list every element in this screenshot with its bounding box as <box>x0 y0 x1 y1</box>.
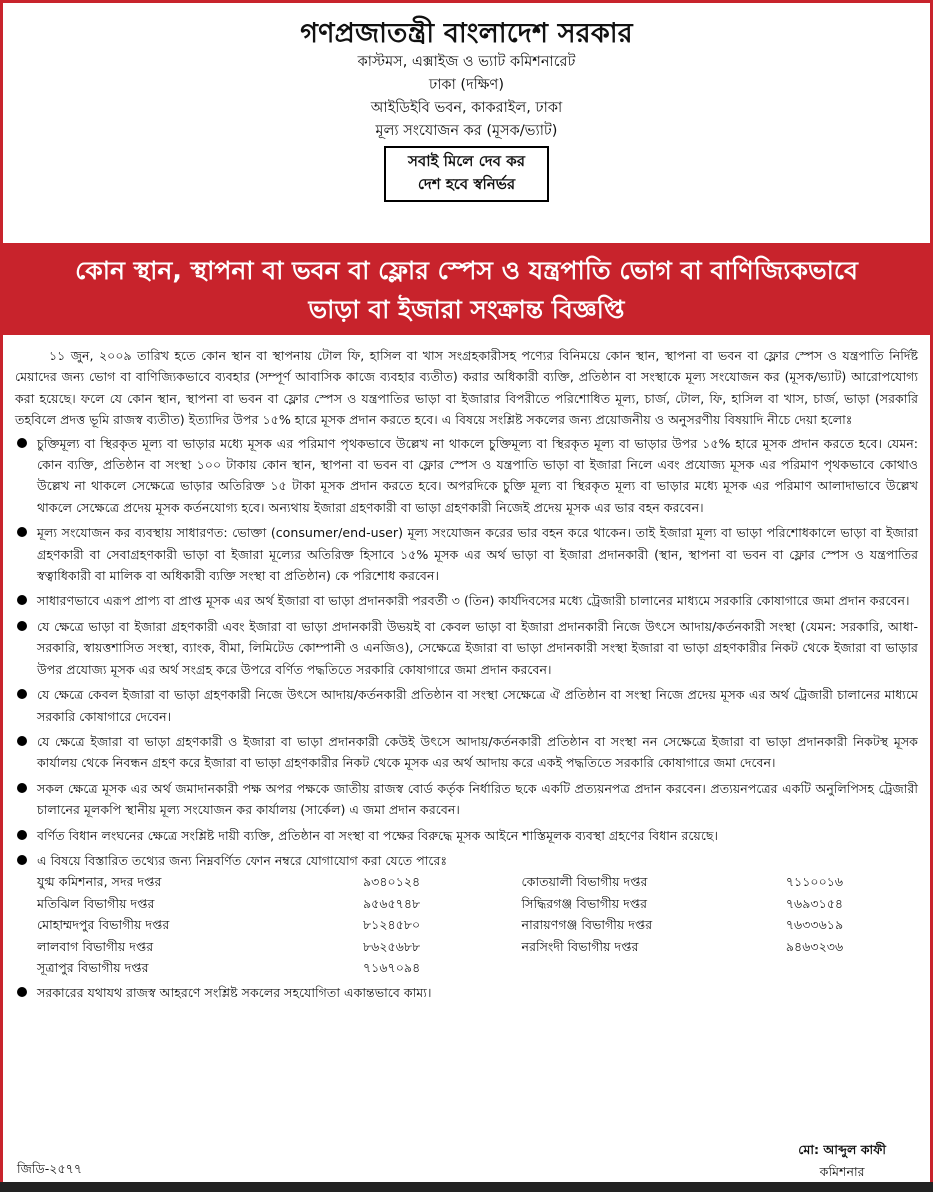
office-name: সূত্রাপুর বিভাগীয় দপ্তর <box>37 959 149 975</box>
bullet-icon <box>17 830 27 840</box>
notice-title-banner <box>0 243 933 335</box>
table-row <box>37 871 918 892</box>
list-item-text: চুক্তিমূল্য বা স্থিরকৃত মূল্য বা ভাড়ার মধ্যে মূসক এর পরিমাণ পৃথকভাবে উল্লেখ না থাকলে চুক্তিমূল্য বা স্থিরকৃত মূল্য বা ভাড়ার উপর ১৫% হারে মূসক প্রদান করতে হবে। যেমন: কোন ব্যক্তি, প্রতিষ্ঠান বা সংস্থা ১০০ টাকায় কোন স্থান, স্থাপনা বা ভবন বা ফ্লোর স্পেস ও যন্ত্রপাতি ভাড়া বা ইজারা নিলে এবং প্রযোজ্য মূসক এর পরিমাণ পৃথকভাবে কোথাও উল্লেখ না থাকলে সেক্ষেত্রে ভাড়ার অতিরিক্ত ১৫ টাকা মূসক প্রদান করতে হবে। অপরদিকে চুক্তি মূল্য বা স্থিরকৃত মূল্য বা ভাড়ার মধ্যে মূসক এর পরিমাণ আলাদাভাবে উল্লেখ থাকলে সেক্ষেত্রে প্রদেয় মূসক কর্তনযোগ্য হবে। অন্যথায় ইজারা গ্রহণকারী বা ভাড়া গ্রহণকারী নিজেই প্রদেয় মূসক এর ভার বহন করবেন। <box>37 435 918 515</box>
region-line: ঢাকা (দক্ষিণ) <box>429 76 504 93</box>
list-item <box>15 590 918 611</box>
phone-number: ৭১১০০১৬ <box>785 874 844 890</box>
vat-line: মূল্য সংযোজন কর (মূসক/ভ্যাট) <box>375 123 558 140</box>
phone-number: ৮১২৪৫৮০ <box>362 917 421 933</box>
office-name: নরসিংদী বিভাগীয় দপ্তর <box>521 938 639 954</box>
list-item <box>15 616 918 680</box>
slogan-box <box>384 146 549 203</box>
office-name: মোহাম্মদপুর বিভাগীয় দপ্তর <box>37 917 170 933</box>
phone-number: ৯৩৪০১২৪ <box>362 874 421 890</box>
signer-title: কমিশনার <box>819 1164 865 1180</box>
list-item-text: এ বিষয়ে বিস্তারিত তথ্যের জন্য নিম্নবর্ণিত ফোন নম্বরে যোগাযোগ করা যেতে পারেঃ <box>37 852 448 868</box>
phone-number: ৯৪৬৩২৩৬ <box>785 938 844 954</box>
table-row <box>37 893 918 914</box>
office-name: লালবাগ বিভাগীয় দপ্তর <box>37 938 154 954</box>
phone-number: ৭৬৯৩১৫৪ <box>785 895 844 911</box>
phone-number <box>786 957 918 978</box>
list-item-text: বর্ণিত বিধান লংঘনের ক্ষেত্রে সংশ্লিষ্ট দায়ী ব্যক্তি, প্রতিষ্ঠান বা সংস্থা বা পক্ষের বিরুদ্ধে মূসক আইনে শাস্তিমূলক ব্যবস্থা গ্রহণের বিধান রয়েছে। <box>37 827 719 843</box>
closing-text: সরকারের যথাযথ রাজস্ব আহরণে সংশ্লিষ্ট সকলের সহযোগিতা একান্তভাবে কাম্য। <box>37 985 432 1001</box>
notice-body <box>15 345 918 1008</box>
table-row <box>37 914 918 935</box>
office-name: কোতয়ালী বিভাগীয় দপ্তর <box>521 874 648 890</box>
office-name: যুগ্ম কমিশনার, সদর দপ্তর <box>37 874 162 890</box>
phone-number: ৮৬২৫৬৮৮ <box>362 938 421 954</box>
banner-title-line-2: ভাড়া বা ইজারা সংক্রান্ত বিজ্ঞপ্তি <box>308 294 625 324</box>
signature-block <box>798 1139 886 1183</box>
commissionerate-line: কাস্টমস, এক্সাইজ ও ভ্যাট কমিশনারেট <box>357 53 576 70</box>
bullet-icon <box>17 855 27 865</box>
table-row <box>37 936 918 957</box>
phone-number: ৭১৬৭০৯৪ <box>362 959 421 975</box>
list-item <box>15 522 918 586</box>
list-item-text: সাধারণভাবে এরূপ প্রাপ্য বা প্রাপ্ত মূসক এর অর্থ ইজারা বা ভাড়া প্রদানকারী পরবর্তী ৩ (তিন) কার্যদিবসের মধ্যে ট্রেজারী চালানের মাধ্যমে সরকারি কোষাগারে জমা প্রদান করবেন। <box>37 593 910 609</box>
notice-header <box>3 3 930 202</box>
bullet-list <box>15 433 918 1004</box>
list-item <box>15 850 918 978</box>
bullet-icon <box>17 689 27 699</box>
list-item <box>15 433 918 519</box>
gd-number: জিডি-২৫৭৭ <box>17 1161 83 1176</box>
list-item-text: যে ক্ষেত্রে ইজারা বা ভাড়া গ্রহণকারী ও ইজারা বা ভাড়া প্রদানকারী কেউই উৎসে আদায়/কর্তনকারী প্রতিষ্ঠান বা সংস্থা নন সেক্ষেত্রে ইজারা বা ভাড়া প্রদানকারী নিকটস্থ মূসক কার্যালয় থেকে নিবন্ধন গ্রহণ করে ইজারা বা ভাড়া গ্রহণকারীর নিকট থেকে মূসক এর অর্থ আদায় করে একই পদ্ধতিতে সরকারি কোষাগারে জমা দেবেন। <box>37 733 918 771</box>
phone-table <box>37 871 918 978</box>
list-item <box>15 825 918 846</box>
list-item <box>15 778 918 821</box>
table-row <box>37 957 918 978</box>
list-item-text: যে ক্ষেত্রে কেবল ইজারা বা ভাড়া গ্রহণকারী নিজে উৎসে আদায়/কর্তনকারী প্রতিষ্ঠান বা সংস্থা সেক্ষেত্রে ঐ প্রতিষ্ঠান বা সংস্থা নিজে প্রদেয় মূসক এর অর্থ ট্রেজারী চালানের মাধ্যমে সরকারি কোষাগারে দেবেন। <box>37 687 918 724</box>
intro-paragraph: ১১ জুন, ২০০৯ তারিখ হতে কোন স্থান বা স্থাপনায় টোল ফি, হাসিল বা খাস সংগ্রহকারীসহ পণ্যের বিনিময়ে কোন স্থান, স্থাপনা বা ভবন বা ফ্লোর স্পেস ও যন্ত্রপাতি নির্দিষ্ট মেয়াদের জন্য ভোগ বা বাণিজ্যিকভাবে ব্যবহার (সম্পূর্ণ আবাসিক কাজে ব্যবহার ব্যতীত) করার অধিকারী ব্যক্তি, প্রতিষ্ঠান বা সংস্থাকে মূল্য সংযোজন কর (মূসক/ভ্যাট) আরোপযোগ্য করা হয়েছে। ফলে যে কোন স্থান, স্থাপনা বা ভবন বা ফ্লোর স্পেস ও যন্ত্রপাতির ভাড়া বা ইজারার বিপরীতে পরিশোধিত মূল্য, চার্জ, টোল, ফি, হাসিল বা খাস, চার্জ, ভাড়া (সরকারি তহবিলে প্রদত্ত ভূমি রাজস্ব ব্যতীত) ইত্যাদির উপর ১৫% হারে মূসক প্রদান করতে হবে। এ বিষয়ে সংশ্লিষ্ট সকলের জন্য প্রয়োজনীয় ও অনুসরণীয় বিষয়াদি নীচে দেয়া হলোঃ <box>15 348 918 428</box>
government-title: গণপ্রজাতন্ত্রী বাংলাদেশ সরকার <box>300 18 633 49</box>
signer-name: মো: আব্দুল কাফী <box>798 1142 886 1157</box>
list-item <box>15 731 918 774</box>
bullet-icon <box>17 438 27 448</box>
bullet-icon <box>17 736 27 746</box>
office-name <box>522 957 786 978</box>
office-name: মতিঝিল বিভাগীয় দপ্তর <box>37 895 155 911</box>
bottom-border-bar <box>0 1182 933 1192</box>
list-item-text: যে ক্ষেত্রে ভাড়া বা ইজারা গ্রহণকারী এবং ইজারা বা ভাড়া প্রদানকারী উভয়ই বা কেবল ভাড়া বা ইজারা প্রদানকারী নিজে উৎসে আদায়/কর্তনকারী সংস্থা (যেমন: সরকারি, আধা-সরকারি, স্বায়ত্তশাসিত সংস্থা, ব্যাংক, বীমা, লিমিটেড কোম্পানী ও এনজিও), সেক্ষেত্রে ইজারা বা ভাড়া প্রদানকারী সংস্থা ইজারা বা ভাড়া গ্রহণকারীর নিকট থেকে ইজারা বা ভাড়ার উপর প্রযোজ্য মূসক এর অর্থ সংগ্রহ করে উপরে বর্ণিত পদ্ধতিতে সরকারি কোষাগারে জমা প্রদান করবেন। <box>37 618 918 677</box>
bullet-icon <box>17 987 27 997</box>
bullet-icon <box>17 595 27 605</box>
phone-number: ৯৫৬৫৭৪৮ <box>362 895 421 911</box>
list-item-text: সকল ক্ষেত্রে মূসক এর অর্থ জমাদানকারী পক্ষ অপর পক্ষকে জাতীয় রাজস্ব বোর্ড কর্তৃক নির্ধারিত ছকে একটি প্রত্যয়নপত্র প্রদান করবেন। প্রত্যয়নপত্রের একটি অনুলিপিসহ ট্রেজারী চালানের মূলকপি স্থানীয় মূল্য সংযোজন কর কার্যালয় (সার্কেল) এ জমা প্রদান করবেন। <box>37 780 918 818</box>
banner-title-line-1: কোন স্থান, স্থাপনা বা ভবন বা ফ্লোর স্পেস ও যন্ত্রপাতি ভোগ বা বাণিজ্যিকভাবে <box>75 256 858 285</box>
list-item-text: মূল্য সংযোজন কর ব্যবস্থায় সাধারণত: ভোক্তা (consumer/end-user) মূল্য সংযোজন করের ভার বহন করে থাকেন। তাই ইজারা মূল্য বা ভাড়া পরিশোধকালে ভাড়া বা ইজারা গ্রহণকারী বা সেবাগ্রহণকারী ভাড়া বা ইজারা মূল্যের অতিরিক্ত হিসাবে ১৫% মূসক এর অর্থ ভাড়া বা ইজারা প্রদানকারী (স্থান, স্থাপনা বা ভবন বা ফ্লোর স্পেস ও যন্ত্রপাতির স্বত্বাধিকারী বা মালিক বা অধিকারী ব্যক্তি সংস্থা বা প্রতিষ্ঠান) কে পরিশোধ করবেন। <box>37 525 918 584</box>
office-name: নারায়ণগঞ্জ বিভাগীয় দপ্তর <box>521 917 653 933</box>
list-item <box>15 982 918 1003</box>
bullet-icon <box>17 527 27 537</box>
office-name: সিদ্ধিরগঞ্জ বিভাগীয় দপ্তর <box>521 895 648 911</box>
bullet-icon <box>17 783 27 793</box>
bullet-icon <box>17 621 27 631</box>
phone-number: ৭৬৩৩৬১৯ <box>785 917 844 933</box>
slogan-line-2: দেশ হবে স্বনির্ভর <box>417 174 516 193</box>
address-line: আইডিইবি ভবন, কাকরাইল, ঢাকা <box>370 100 563 117</box>
list-item <box>15 684 918 727</box>
slogan-line-1: সবাই মিলে দেব কর <box>408 151 525 170</box>
